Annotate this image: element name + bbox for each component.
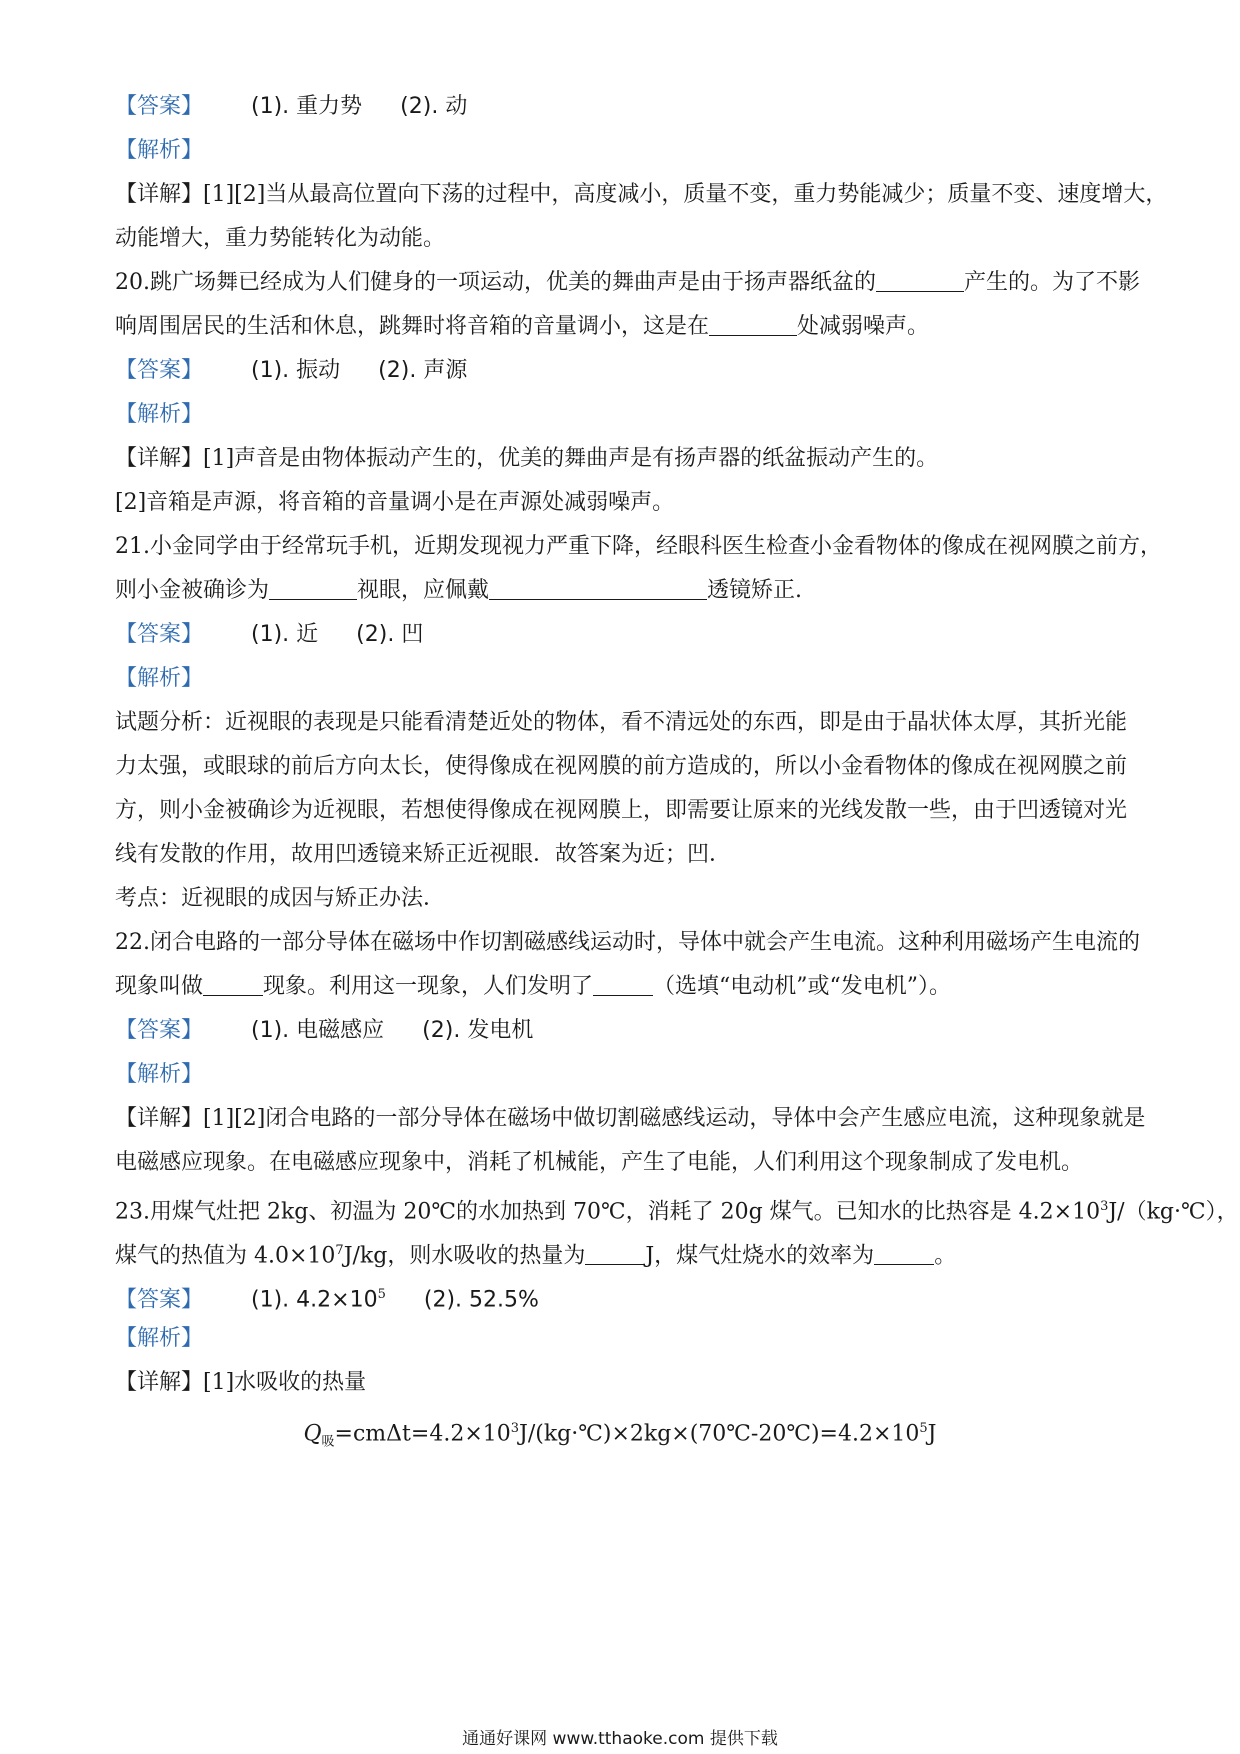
question-20-line2: 响周围居民的生活和休息，跳舞时将音箱的音量调小，这是在 处减弱噪声。 [115,314,930,339]
analysis-q21-line5: 考点：近视眼的成因与矫正办法． [115,886,446,911]
detail-q19-line2: 动能增大，重力势能转化为动能。 [115,226,446,251]
answer-row-q23: 【答案】 (1). $4.2\times 10^5$ (2). 52.5% [115,1287,539,1313]
analysis-tag-q21: 【解析】 [115,666,204,691]
detail-q19-line1: 【详解】[1][2]当从最高位置向下荡的过程中，高度减小，质量不变，重力势能减少；质量不变、速度增大， [115,182,1168,207]
answer-1: (1). 重力势 [251,94,363,119]
analysis-tag-q20: 【解析】 [115,402,204,427]
answer-row-q19 [115,92,467,122]
analysis-q21-line1: 试题分析：近视眼的表现是只能看清楚近处的物体，看不清远处的东西，即是由于晶状体太厚，其折光能 [115,710,1128,735]
detail-q23-line1: 【详解】[1]水吸收的热量 [115,1370,367,1395]
detail-q20-line1: 【详解】[1]声音是由物体振动产生的，优美的舞曲声是有扬声器的纸盆振动产生的。 [115,446,939,471]
detail-q20-line2: [2]音箱是声源，将音箱的音量调小是在声源处减弱噪声。 [115,490,675,515]
answer-tag: 【答案】 [115,94,204,119]
analysis-tag-q22: 【解析】 [115,1062,204,1087]
blank [876,269,964,292]
analysis-tag-q19: 【解析】 [115,138,204,163]
analysis-tag-q23: 【解析】 [115,1326,204,1351]
blank [203,973,263,996]
blank [489,577,707,600]
question-21-line1: 21.小金同学由于经常玩手机，近期发现视力严重下降，经眼科医生检查小金看物体的像成在视网膜之前方， [115,534,1162,559]
blank [585,1242,645,1265]
answer-row-q21: 【答案】 (1). 近 (2). 凹 [115,622,424,647]
question-22-line1: 22.闭合电路的一部分导体在磁场中作切割磁感线运动时，导体中就会产生电流。这种利用磁场产生电流的 [115,930,1140,955]
question-23-line2: 煤气的热值为 $4.0\times 10^7J/kg$，则水吸收的热量为 J，煤气灶烧水的效率为 。 [115,1243,957,1269]
answer-2: (2). 动 [400,94,468,119]
page-footer: 通通好课网 www.tthaoke.com 提供下载 [462,1729,778,1749]
blank [593,973,653,996]
blank [874,1242,934,1265]
question-22-line2: 现象叫做 现象。利用这一现象，人们发明了 （选填“电动机”或“发电机”）。 [115,974,952,999]
question-20-line1: 20.跳广场舞已经成为人们健身的一项运动，优美的舞曲声是由于扬声器纸盆的 产生的。为了不影 [115,270,1141,295]
question-21-line2: 则小金被确诊为 视眼，应佩戴 透镜矫正. [115,578,803,603]
detail-q22-line1: 【详解】[1][2]闭合电路的一部分导体在磁场中做切割磁感线运动，导体中会产生感应电流，这种现象就是 [115,1106,1146,1131]
analysis-q21-line4: 线有发散的作用，故用凹透镜来矫正近视眼．故答案为近；凹． [115,842,732,867]
blank [269,577,357,600]
question-23-line1: 23.用煤气灶把 2kg、初温为 20℃的水加热到 70℃，消耗了 20g 煤气。已知水的比热容是 $4.2\times 10^3J/(kg\cdot℃)$， [115,1199,1239,1225]
answer-row-q20: 【答案】 (1). 振动 (2). 声源 [115,358,468,383]
analysis-q21-line3: 方，则小金被确诊为近视眼，若想使得像成在视网膜上，即需要让原来的光线发散一些，由于凹透镜对光 [115,798,1128,823]
answer-row-q22: 【答案】 (1). 电磁感应 (2). 发电机 [115,1018,534,1043]
analysis-q21-line2: 力太强，或眼球的前后方向太长，使得像成在视网膜的前方造成的，所以小金看物体的像成在视网膜之前 [115,754,1128,779]
heat-formula: $Q_吸=cm\Delta t=4.2\times 10^3J/(kg\cdot℃)\times 2kg\times(70℃-20℃)=4.2\times 10^5J$ [303,1421,937,1450]
blank [709,313,797,336]
detail-q22-line2: 电磁感应现象。在电磁感应现象中，消耗了机械能，产生了电能，人们利用这个现象制成了发电机。 [115,1150,1084,1175]
